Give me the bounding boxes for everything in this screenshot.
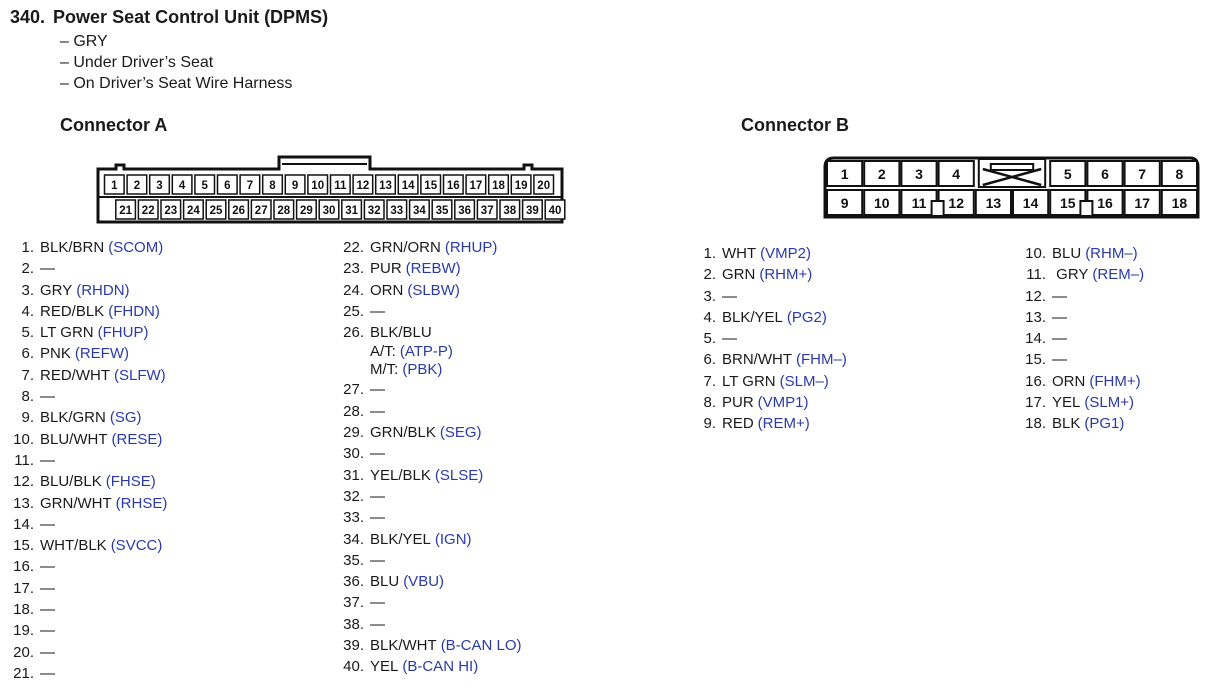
pin-row <box>682 392 847 413</box>
pin-row <box>0 556 167 577</box>
pin-wire-color: GRN/ORN <box>370 239 441 256</box>
title-text: Power Seat Control Unit (DPMS) <box>53 7 329 27</box>
pin-row <box>1012 243 1144 264</box>
connector-a-pin-label: 36 <box>458 205 471 217</box>
pin-number: 5. <box>703 330 716 348</box>
pin-wire-color: — <box>370 381 385 399</box>
pin-row <box>1012 286 1144 307</box>
connector-a-pin-label: 6 <box>224 180 231 192</box>
pin-wire-color: BLK/WHT <box>370 637 437 655</box>
pin-wire-color: ORN <box>370 281 404 299</box>
connector-b-pin-label: 18 <box>1171 195 1188 211</box>
connector-b-pin-label: 16 <box>1097 195 1113 211</box>
pin-signal: (SVCC) <box>110 537 163 555</box>
pin-row <box>1012 371 1144 392</box>
pin-signal: (RHUP) <box>444 239 498 256</box>
pin-row <box>0 280 167 301</box>
pin-wire-color: — <box>722 330 737 348</box>
pin-sub-label: M/T: <box>370 361 399 379</box>
pin-sub-row <box>330 343 522 361</box>
pin-row <box>0 663 167 684</box>
connector-a-pin-label: 31 <box>345 205 358 217</box>
pin-wire-color: BLK <box>1052 415 1081 433</box>
connector-b-pin-list-2 <box>1012 243 1144 435</box>
pin-sub-signal: (ATP-P) <box>399 343 453 361</box>
pin-number: 3. <box>21 281 34 299</box>
connector-a-pin-label: 39 <box>526 205 539 217</box>
pin-wire-color: — <box>722 287 737 305</box>
page-title <box>10 7 328 28</box>
pin-row <box>330 280 522 301</box>
pin-wire-color: BLK/YEL <box>370 530 431 548</box>
pin-number: 13. <box>1025 308 1046 326</box>
pin-row <box>1012 349 1144 370</box>
connector-a-pin-label: 21 <box>119 205 132 217</box>
connector-a-pin-label: 20 <box>537 180 551 192</box>
connector-a-pin-label: 33 <box>390 205 404 217</box>
pin-row <box>330 422 522 443</box>
pin-wire-color: — <box>370 302 385 320</box>
pin-wire-color: — <box>370 445 385 463</box>
pin-signal: (PG1) <box>1084 415 1125 433</box>
pin-row <box>330 322 522 343</box>
pin-number: 5. <box>21 324 34 342</box>
pin-number: 25. <box>343 302 364 320</box>
pin-signal: (FHSE) <box>105 473 156 491</box>
pin-row <box>682 286 847 307</box>
pin-number: 24. <box>343 281 364 299</box>
pin-row <box>330 237 522 258</box>
pin-number: 9. <box>21 409 34 427</box>
pin-signal: (SLFW) <box>114 366 166 384</box>
pin-wire-color: — <box>370 615 385 633</box>
pin-wire-color: RED <box>722 415 754 433</box>
pin-row <box>1012 328 1144 349</box>
pin-sub-signal: (PBK) <box>402 361 443 379</box>
pin-number: 22. <box>343 239 364 256</box>
pin-row <box>330 550 522 571</box>
pin-row <box>330 465 522 486</box>
pin-row <box>330 401 522 422</box>
connector-a-pin-label: 23 <box>164 205 178 217</box>
connector-b-pin-label: 17 <box>1134 195 1150 211</box>
connector-a-title: Connector A <box>60 115 168 135</box>
connector-a-pin-label: 35 <box>435 205 449 217</box>
connector-a-pin-label: 19 <box>514 180 528 192</box>
pin-number: 36. <box>343 573 364 591</box>
pin-number: 7. <box>21 366 34 384</box>
pin-number: 15. <box>13 537 34 555</box>
connector-a-pin-label: 4 <box>178 180 186 192</box>
pin-row <box>0 450 167 471</box>
pin-row <box>0 535 167 556</box>
pin-wire-color: LT GRN <box>40 324 94 342</box>
pin-number: 17. <box>13 579 34 597</box>
pin-row <box>1012 413 1144 434</box>
connector-a-pin-label: 11 <box>334 180 347 192</box>
pin-number: 32. <box>343 487 364 505</box>
pin-wire-color: YEL/BLK <box>370 466 431 484</box>
pin-signal: (RHM+) <box>759 266 813 284</box>
pin-signal: (RESE) <box>111 430 163 448</box>
pin-number: 39. <box>343 637 364 655</box>
connector-b-pin-label: 2 <box>877 166 886 182</box>
connector-b-pin-label: 12 <box>948 195 964 211</box>
pin-row <box>0 429 167 450</box>
pin-number: 23. <box>343 260 364 278</box>
connector-b-pin-label: 8 <box>1175 166 1184 182</box>
pin-signal: (FHDN) <box>108 302 160 320</box>
pin-signal: (VMP2) <box>760 245 811 262</box>
pin-number: 16. <box>1025 372 1046 390</box>
pin-wire-color: BRN/WHT <box>722 351 792 369</box>
pin-wire-color: — <box>370 487 385 505</box>
pin-wire-color: BLK/GRN <box>40 409 106 427</box>
pin-wire-color: — <box>40 260 55 278</box>
pin-row <box>0 237 167 258</box>
pin-wire-color: YEL <box>370 658 399 676</box>
pin-row <box>682 264 847 285</box>
pin-signal: (FHM+) <box>1089 372 1141 390</box>
pin-wire-color: LT GRN <box>722 372 776 390</box>
pin-signal: (FHM–) <box>796 351 847 369</box>
pin-signal: (FHUP) <box>97 324 149 342</box>
pin-signal: (RHDN) <box>76 281 130 299</box>
pin-wire-color: GRN <box>722 266 756 284</box>
connector-a-pin-label: 3 <box>156 180 163 192</box>
pin-signal: (IGN) <box>434 530 472 548</box>
connector-b-pin-label: 3 <box>915 166 923 182</box>
pin-wire-color: — <box>40 515 55 533</box>
pin-signal: (B-CAN HI) <box>402 658 479 676</box>
pin-row <box>0 258 167 279</box>
pin-wire-color: — <box>370 594 385 612</box>
connector-b-pin-label: 9 <box>840 195 849 211</box>
note-color: – GRY <box>60 33 108 50</box>
pin-wire-color: BLK/BLU <box>370 324 432 342</box>
pin-signal: (SLSE) <box>434 466 484 484</box>
pin-number: 14. <box>1025 330 1046 348</box>
connector-b-pin-label: 4 <box>952 166 961 182</box>
pin-number: 4. <box>21 302 34 320</box>
pin-row <box>1012 307 1144 328</box>
pin-signal: (VMP1) <box>757 394 809 412</box>
pin-signal: (REBW) <box>405 260 461 278</box>
connector-b-pin-label: 13 <box>985 195 1002 211</box>
pin-row <box>1012 264 1144 285</box>
pin-wire-color: GRN/BLK <box>370 424 436 442</box>
pin-row <box>0 343 167 364</box>
pin-number: 13. <box>13 494 34 512</box>
pin-signal: (PG2) <box>786 308 827 326</box>
connector-a-pin-label: 17 <box>469 180 483 192</box>
pin-row <box>0 642 167 663</box>
pin-sub-label: A/T: <box>370 343 396 361</box>
pin-signal: (SLM+) <box>1084 394 1134 412</box>
pin-row <box>330 258 522 279</box>
pin-row <box>682 307 847 328</box>
connector-a-face <box>96 155 566 225</box>
pin-row <box>682 413 847 434</box>
pin-row <box>330 301 522 322</box>
connector-a-pin-list-2 <box>330 237 522 678</box>
pin-row <box>0 471 167 492</box>
connector-a-pin-label: 32 <box>367 205 381 217</box>
pin-wire-color: PNK <box>40 345 71 363</box>
pin-row <box>330 635 522 656</box>
pin-row <box>682 328 847 349</box>
pin-wire-color: — <box>40 388 55 406</box>
pin-row <box>330 592 522 613</box>
pin-signal: (VBU) <box>403 573 445 591</box>
connector-a-pin-label: 29 <box>300 205 313 217</box>
pin-number: 18. <box>13 601 34 619</box>
connector-b-pin-label: 10 <box>874 195 890 211</box>
connector-a-pin-label: 28 <box>277 205 291 217</box>
pin-wire-color: — <box>40 579 55 597</box>
pin-row <box>0 514 167 535</box>
pin-signal: (REM–) <box>1092 266 1145 284</box>
connector-a-pin-label: 26 <box>232 205 245 217</box>
pin-number: 40. <box>343 658 364 676</box>
connector-a-pin-label: 5 <box>201 180 208 192</box>
pin-row <box>682 371 847 392</box>
pin-signal: (REFW) <box>74 345 129 363</box>
pin-row <box>0 599 167 620</box>
pin-number: 21. <box>13 664 34 682</box>
pin-number: 29. <box>343 424 364 442</box>
pin-number: 7. <box>703 372 716 390</box>
pin-signal: (REM+) <box>757 415 810 433</box>
pin-row <box>330 571 522 592</box>
pin-number: 37. <box>343 594 364 612</box>
pin-signal: (SEG) <box>439 424 482 442</box>
connector-a-pin-label: 12 <box>356 180 370 192</box>
pin-number: 8. <box>703 394 716 412</box>
pin-number: 6. <box>703 351 716 369</box>
pin-number: 10. <box>1025 245 1046 262</box>
pin-number: 19. <box>13 622 34 640</box>
connector-a-pin-list-1 <box>0 237 167 684</box>
connector-a-pin-label: 9 <box>291 180 299 192</box>
pin-wire-color: WHT/BLK <box>40 537 107 555</box>
pin-number: 8. <box>21 388 34 406</box>
pin-row <box>330 507 522 528</box>
connector-a-pin-label: 34 <box>413 205 426 217</box>
pin-wire-color: — <box>1052 330 1067 348</box>
pin-wire-color: BLK/YEL <box>722 308 783 326</box>
pin-number: 11. <box>1026 266 1046 284</box>
pin-number: 20. <box>13 643 34 661</box>
pin-number: 26. <box>343 324 364 342</box>
pin-number: 15. <box>1025 351 1046 369</box>
pin-row <box>0 301 167 322</box>
pin-number: 1. <box>703 245 716 262</box>
connector-a-pin-label: 40 <box>548 205 562 217</box>
pin-wire-color: PUR <box>370 260 402 278</box>
connector-b-pin-label: 11 <box>911 195 927 211</box>
pin-number: 4. <box>703 308 716 326</box>
pin-row <box>330 379 522 400</box>
pin-wire-color: RED/WHT <box>40 366 110 384</box>
connector-b-pin-label: 6 <box>1101 166 1109 182</box>
connector-a-pin-label: 37 <box>480 205 494 217</box>
pin-wire-color: ORN <box>1052 372 1086 390</box>
pin-wire-color: — <box>370 402 385 420</box>
connector-b-title: Connector B <box>741 115 849 135</box>
pin-wire-color: BLK/BRN <box>40 239 105 256</box>
connector-a-pin-label: 18 <box>492 180 505 192</box>
pin-number: 30. <box>343 445 364 463</box>
connector-a-pin-label: 30 <box>322 205 336 217</box>
pin-number: 3. <box>703 287 716 305</box>
pin-number: 17. <box>1025 394 1046 412</box>
title-number: 340. <box>10 7 46 27</box>
pin-signal: (SLM–) <box>779 372 829 390</box>
pin-sub-row <box>330 361 522 379</box>
pin-number: 18. <box>1025 415 1046 433</box>
pin-wire-color: RED/BLK <box>40 302 105 320</box>
pin-number: 35. <box>343 551 364 569</box>
note-location: – Under Driver’s Seat <box>60 54 214 71</box>
pin-number: 12. <box>13 473 34 491</box>
connector-b-face <box>822 155 1202 225</box>
connector-b-pin-label: 15 <box>1060 195 1076 211</box>
connector-b-pin-label: 7 <box>1138 166 1147 182</box>
pin-row <box>1012 392 1144 413</box>
pin-wire-color: GRY <box>40 281 73 299</box>
pin-row <box>0 386 167 407</box>
pin-number: 34. <box>343 530 364 548</box>
pin-row <box>0 493 167 514</box>
connector-b-key-notch <box>932 201 944 216</box>
pin-signal: (SLBW) <box>407 281 460 299</box>
connector-a-pin-label: 24 <box>187 205 200 217</box>
connector-b-pin-list-1 <box>682 243 847 435</box>
pin-number: 2. <box>703 266 716 284</box>
connector-a-pin-label: 16 <box>446 180 460 192</box>
pin-wire-color: PUR <box>722 394 754 412</box>
pin-wire-color: — <box>370 551 385 569</box>
pin-wire-color: BLU <box>1052 245 1082 262</box>
pin-row <box>682 243 847 264</box>
connector-b-lock-slot <box>991 164 1033 170</box>
pin-row <box>0 322 167 343</box>
connector-a-pin-label: 7 <box>246 180 254 192</box>
connector-a-pin-label: 25 <box>209 205 223 217</box>
connector-b-pin-label: 1 <box>840 166 849 182</box>
connector-a-pin-label: 8 <box>269 180 276 192</box>
pin-row <box>330 443 522 464</box>
header-notes <box>60 31 292 94</box>
pin-wire-color: — <box>40 601 55 619</box>
pin-row <box>682 349 847 370</box>
pin-row <box>0 407 167 428</box>
pin-signal: (SCOM) <box>108 239 164 256</box>
pin-signal: (RHSE) <box>115 494 168 512</box>
pin-row <box>330 614 522 635</box>
pin-row <box>330 486 522 507</box>
pin-number: 38. <box>343 615 364 633</box>
pin-signal: (SG) <box>109 409 142 427</box>
connector-a-pin-label: 10 <box>311 180 325 192</box>
connector-b-pin-label: 5 <box>1063 166 1072 182</box>
pin-signal: (RHM–) <box>1085 245 1138 262</box>
pin-wire-color: — <box>1052 351 1067 369</box>
pin-row <box>330 529 522 550</box>
connector-a-pin-label: 14 <box>401 180 415 192</box>
pin-wire-color: BLU <box>370 573 400 591</box>
pin-number: 28. <box>343 402 364 420</box>
pin-number: 9. <box>703 415 716 433</box>
pin-row <box>0 578 167 599</box>
pin-wire-color: GRY <box>1052 266 1089 284</box>
pin-wire-color: — <box>370 509 385 527</box>
pin-wire-color: YEL <box>1052 394 1081 412</box>
pin-wire-color: — <box>40 451 55 469</box>
pin-wire-color: BLU/WHT <box>40 430 108 448</box>
connector-b-pin-label: 14 <box>1022 195 1039 211</box>
pin-wire-color: — <box>40 664 55 682</box>
pin-row <box>0 620 167 641</box>
connector-a-pin-label: 13 <box>379 180 392 192</box>
pin-wire-color: WHT <box>722 245 757 262</box>
pin-row <box>0 365 167 386</box>
note-harness: – On Driver’s Seat Wire Harness <box>60 75 293 92</box>
connector-a-pin-label: 15 <box>424 180 438 192</box>
pin-number: 14. <box>13 515 34 533</box>
pin-wire-color: — <box>40 558 55 576</box>
connector-a-pin-label: 38 <box>503 205 517 217</box>
pin-number: 31. <box>343 466 364 484</box>
pin-number: 10. <box>13 430 34 448</box>
pin-number: 12. <box>1025 287 1046 305</box>
pin-signal: (B-CAN LO) <box>440 637 522 655</box>
connector-a-pin-label: 2 <box>133 180 141 192</box>
pin-wire-color: — <box>1052 287 1067 305</box>
pin-number: 27. <box>343 381 364 399</box>
pin-number: 6. <box>21 345 34 363</box>
pin-row <box>330 656 522 677</box>
pin-number: 33. <box>343 509 364 527</box>
pin-number: 16. <box>13 558 34 576</box>
pin-number: 2. <box>21 260 34 278</box>
connector-a-pin-label: 27 <box>254 205 268 217</box>
pin-number: 11. <box>14 451 34 469</box>
pin-wire-color: — <box>1052 308 1067 326</box>
pin-wire-color: BLU/BLK <box>40 473 102 491</box>
pin-wire-color: GRN/WHT <box>40 494 112 512</box>
pin-wire-color: — <box>40 622 55 640</box>
connector-b-key-notch <box>1080 201 1092 216</box>
connector-a-pin-label: 1 <box>111 180 118 192</box>
pin-number: 1. <box>21 239 34 256</box>
connector-a-pin-label: 22 <box>141 205 155 217</box>
pin-wire-color: — <box>40 643 55 661</box>
